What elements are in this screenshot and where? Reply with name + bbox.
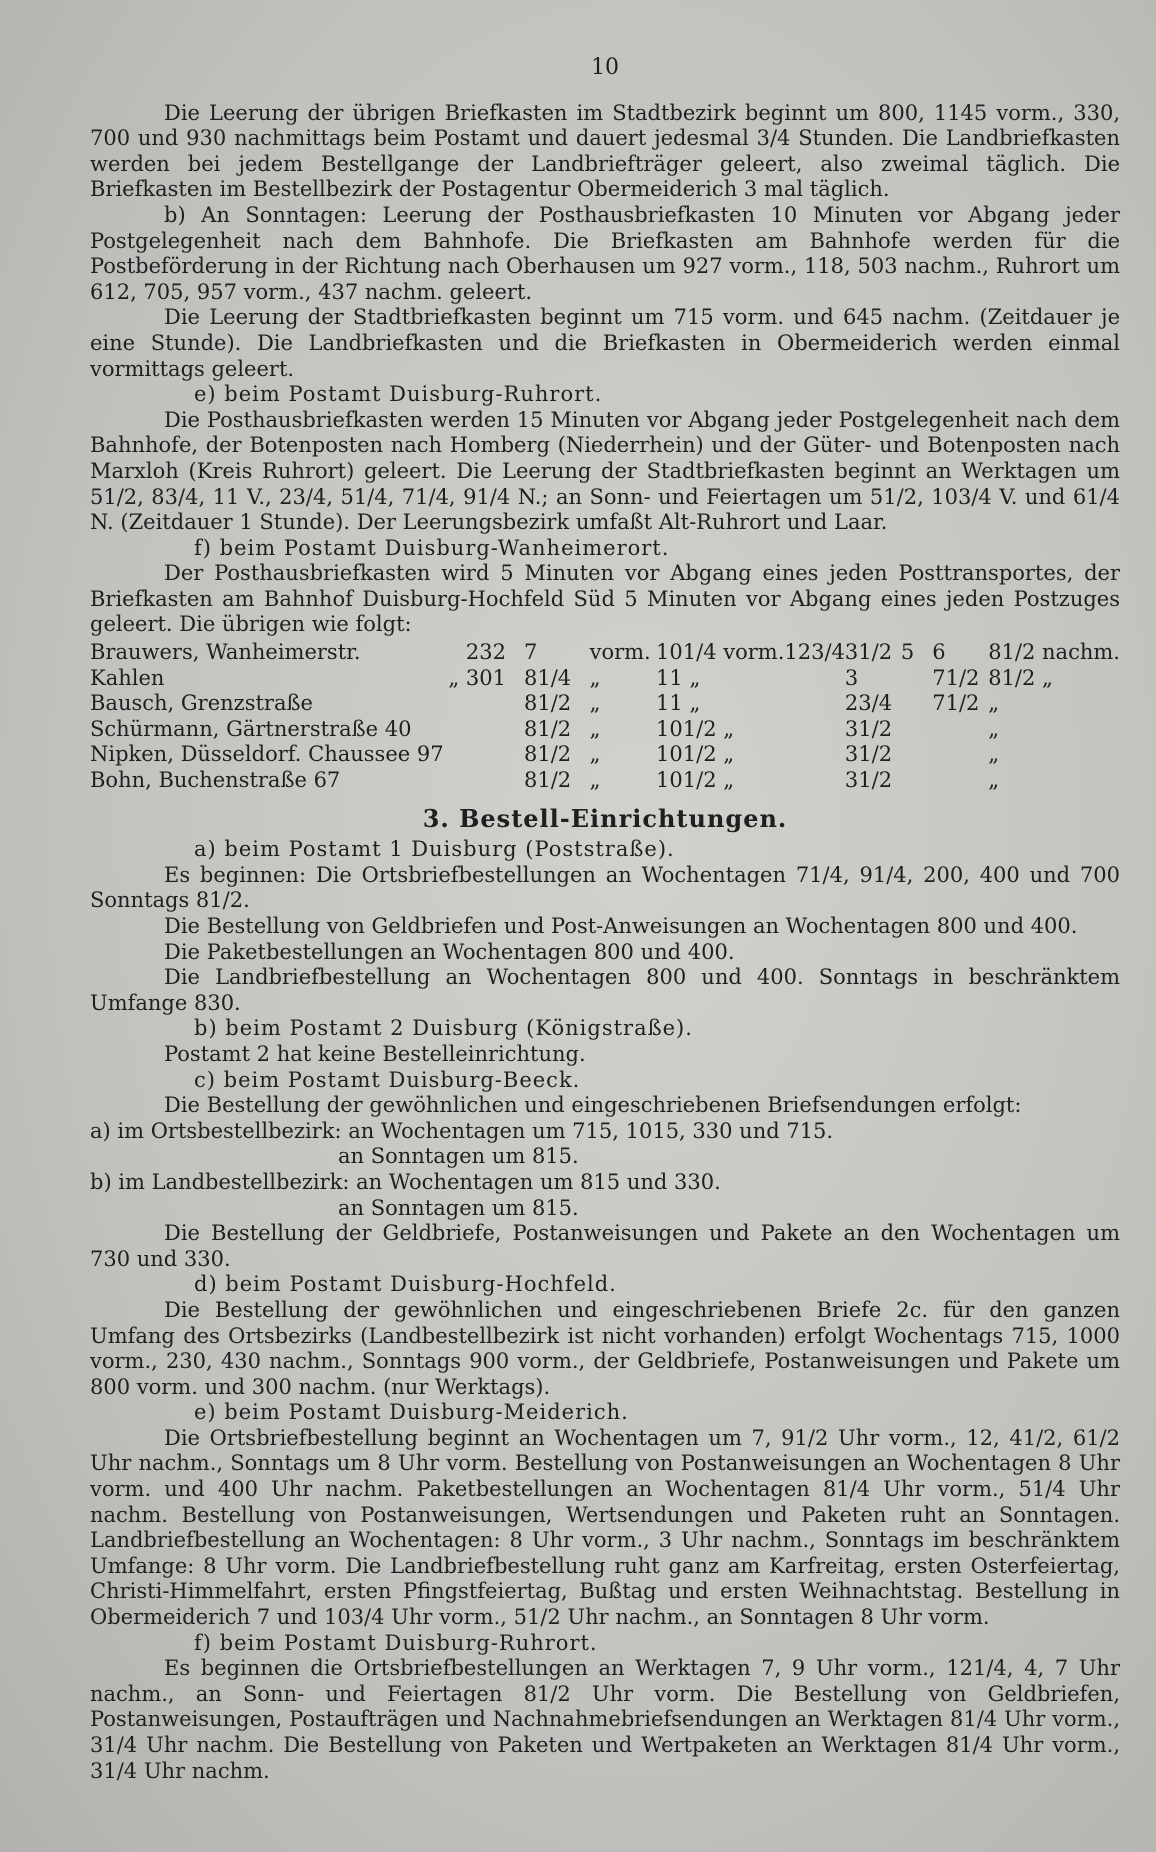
table-row bbox=[90, 717, 1120, 743]
table-cell: Kahlen bbox=[90, 665, 165, 690]
subheading: d) beim Postamt Duisburg-Hochfeld. bbox=[194, 1272, 617, 1297]
table-row bbox=[90, 742, 1120, 768]
subheading: a) beim Postamt 1 Duisburg (Poststraße). bbox=[194, 837, 675, 862]
paragraph: Die Paketbestellungen an Wochentagen 800 und 400. bbox=[164, 939, 735, 964]
table-cell: 101/2 „ bbox=[656, 716, 735, 741]
subheading: e) beim Postamt Duisburg-Ruhrort. bbox=[194, 382, 603, 407]
page-content bbox=[90, 55, 1120, 1784]
table-cell: 71/2 bbox=[932, 665, 980, 690]
paragraph: Es beginnen die Ortsbriefbestellungen an Werktagen 7, 9 Uhr vorm., 121/4, 4, 7 Uhr nachm., an Sonn- und Feiertagen 81/2 Uhr vorm. Die Bestellung von Geldbriefen, Postanweisungen, Postaufträgen und Nachnahmebriefsendungen an Werktagen 81/4 Uhr vorm., 31/4 Uhr nachm. Die Bestellung von Paketen und Wertpaketen an Werktagen 81/4 Uhr vorm., 31/4 Uhr nachm. bbox=[90, 1656, 1120, 1783]
table-cell bbox=[932, 768, 988, 794]
table-cell bbox=[784, 742, 845, 768]
table-cell: 81/2 „ bbox=[988, 665, 1053, 690]
subheading: c) beim Postamt Duisburg-Beeck. bbox=[194, 1067, 581, 1092]
table-cell bbox=[444, 742, 524, 768]
table-cell: 101/4 vorm. bbox=[656, 640, 785, 665]
section-title: 3. Bestell-Einrichtungen. bbox=[422, 803, 788, 833]
table-cell bbox=[932, 717, 988, 743]
table-cell: „ 301 bbox=[448, 665, 506, 690]
list-item: an Sonntagen um 815. bbox=[338, 1195, 579, 1220]
list-item: a) im Ortsbestellbezirk: an Wochentagen um 715, 1015, 330 und 715. bbox=[90, 1118, 834, 1143]
table-cell: 5 bbox=[900, 640, 915, 665]
paragraph: Es beginnen: Die Ortsbriefbestellungen an Wochentagen 71/4, 91/4, 200, 400 und 700 Sonntags 81/2. bbox=[90, 862, 1120, 913]
table-cell: Nipken, Düsseldorf. Chaussee 97 bbox=[90, 742, 444, 767]
table-cell bbox=[901, 768, 932, 794]
paragraph: b) An Sonntagen: Leerung der Posthausbriefkasten 10 Minuten vor Abgang jeder Postgelegenheit nach dem Bahnhofe. Die Briefkasten am Bahnhofe werden für die Postbeförderung in der Richtung nach Oberhausen um 927 vorm., 118, 503 nachm., Ruhrort um 612, 705, 957 vorm., 437 nachm. geleert. bbox=[90, 202, 1120, 304]
table-cell bbox=[901, 742, 932, 768]
paragraph: Die Ortsbriefbestellung beginnt an Wochentagen um 7, 91/2 Uhr vorm., 12, 41/2, 61/2 Uhr nachm., Sonntags um 8 Uhr vorm. Bestellung von Postanweisungen an Wochentagen 8 Uhr vorm. und 400 Uhr nachm. Paketbestellungen an Wochentagen 81/4 Uhr vorm., 51/4 Uhr nachm. Bestellung von Postanweisungen, Wertsendungen und Paketen ruht an Sonntagen. Landbriefbestellung an Wochentagen: 8 Uhr vorm., 3 Uhr nachm., Sonntags im beschränktem Umfange: 8 Uhr vorm. Die Landbriefbestellung ruht ganz am Karfreitag, ersten Osterfeiertag, Christi-Himmelfahrt, ersten Pfingstfeiertag, Bußtag und ersten Weihnachtstag. Bestellung in Obermeiderich 7 und 103/4 Uhr vorm., 51/2 Uhr nachm., an Sonntagen 8 Uhr vorm. bbox=[90, 1425, 1120, 1630]
table-cell: 71/2 bbox=[932, 691, 980, 716]
table-cell: Bohn, Buchenstraße 67 bbox=[90, 768, 341, 793]
table-cell bbox=[784, 666, 845, 692]
table-cell: „ bbox=[988, 768, 1000, 793]
table-cell: „ bbox=[988, 691, 1000, 716]
paragraph: Die Leerung der übrigen Briefkasten im Stadtbezirk beginnt um 800, 1145 vorm., 330, 700 und 930 nachmittags beim Postamt und dauert jedesmal 3/4 Stunden. Die Landbriefkasten werden bei jedem Bestellgange der Landbriefträger geleert, also zweimal täglich. Die Briefkasten im Bestellbezirk der Postagentur Obermeiderich 3 mal täglich. bbox=[90, 100, 1120, 202]
paragraph: Die Bestellung der gewöhnlichen und eingeschriebenen Briefsendungen erfolgt: bbox=[164, 1093, 1022, 1118]
table-cell: „ bbox=[589, 716, 601, 741]
paragraph: Die Bestellung von Geldbriefen und Post-Anweisungen an Wochentagen 800 und 400. bbox=[164, 914, 1078, 938]
subheading: f) beim Postamt Duisburg-Ruhrort. bbox=[194, 1630, 598, 1655]
table-cell: 3 bbox=[844, 665, 859, 690]
table-cell: Schürmann, Gärtnerstraße 40 bbox=[90, 716, 412, 741]
subheading: e) beim Postamt Duisburg-Meiderich. bbox=[194, 1400, 629, 1425]
table-cell bbox=[901, 717, 932, 743]
table-cell: 101/2 „ bbox=[656, 742, 735, 767]
table-cell: Brauwers, Wanheimerstr. bbox=[90, 640, 361, 665]
table-cell: „ bbox=[589, 665, 601, 690]
table-cell: 232 bbox=[465, 640, 506, 665]
table-cell: 11 „ bbox=[656, 691, 701, 716]
table-cell: „ bbox=[589, 742, 601, 767]
paragraph: Die Posthausbriefkasten werden 15 Minuten vor Abgang jeder Postgelegenheit nach dem Bahnhofe, der Botenposten nach Homberg (Niederrhein) und der Güter- und Botenposten nach Marxloh (Kreis Ruhrort) geleert. Die Leerung der Stadtbriefkasten beginnt an Werktagen um 51/2, 83/4, 11 V., 23/4, 51/4, 71/4, 91/4 N.; an Sonn- und Feiertagen um 51/2, 103/4 V. und 61/4 N. (Zeitdauer 1 Stunde). Der Leerungsbezirk umfaßt Alt-Ruhrort und Laar. bbox=[90, 407, 1120, 535]
table-cell bbox=[784, 717, 845, 743]
paragraph: Postamt 2 hat keine Bestelleinrichtung. bbox=[164, 1041, 586, 1066]
table-cell: Bausch, Grenzstraße bbox=[90, 691, 313, 716]
table-cell: 81/2 bbox=[523, 691, 572, 716]
subheading: f) beim Postamt Duisburg-Wanheimerort. bbox=[194, 535, 670, 560]
table-cell bbox=[901, 666, 932, 692]
table-cell: 31/2 bbox=[844, 742, 893, 767]
table-cell bbox=[444, 768, 524, 794]
table-cell: 31/2 bbox=[844, 716, 893, 741]
paragraph: Die Leerung der Stadtbriefkasten beginnt um 715 vorm. und 645 nachm. (Zeitdauer je eine Stunde). Die Landbriefkasten und die Briefkasten in Obermeiderich werden einmal vormittags geleert. bbox=[90, 305, 1120, 381]
table-cell bbox=[444, 691, 524, 717]
table-cell: „ bbox=[589, 691, 601, 716]
list-item: b) im Landbestellbezirk: an Wochentagen um 815 und 330. bbox=[90, 1169, 721, 1194]
table-row bbox=[90, 640, 1120, 666]
table-cell: 81/2 bbox=[523, 716, 572, 741]
subheading: b) beim Postamt 2 Duisburg (Königstraße). bbox=[194, 1016, 693, 1041]
table-cell bbox=[444, 717, 524, 743]
table-cell bbox=[784, 691, 845, 717]
list-item: an Sonntagen um 815. bbox=[338, 1144, 579, 1169]
table-cell: „ bbox=[988, 716, 1000, 741]
table-cell: 31/2 bbox=[844, 768, 893, 793]
table-cell: 101/2 „ bbox=[656, 768, 735, 793]
paragraph: Der Posthausbriefkasten wird 5 Minuten vor Abgang eines jeden Posttransportes, der Briefkasten am Bahnhof Duisburg-Hochfeld Süd 5 Minuten vor Abgang eines jeden Postzuges geleert. Die übrigen wie folgt: bbox=[90, 561, 1120, 637]
table-cell: 81/2 bbox=[523, 742, 572, 767]
paragraph: Die Landbriefbestellung an Wochentagen 800 und 400. Sonntags in beschränktem Umfange 830. bbox=[90, 965, 1120, 1015]
table-cell bbox=[932, 742, 988, 768]
table-cell: „ bbox=[589, 768, 601, 793]
table-row bbox=[90, 666, 1120, 692]
page-number: 10 bbox=[591, 55, 619, 80]
table-cell: vorm. bbox=[589, 640, 651, 665]
table-cell: 7 bbox=[523, 640, 538, 665]
table-row bbox=[90, 768, 1120, 794]
table-cell: 123/4 bbox=[784, 640, 845, 665]
table-cell: 81/4 bbox=[523, 665, 572, 690]
table-cell: 81/2 nachm. bbox=[988, 640, 1120, 665]
table-cell: „ bbox=[988, 742, 1000, 767]
paragraph: Die Bestellung der gewöhnlichen und eingeschriebenen Briefe 2c. für den ganzen Umfang des Ortsbezirks (Landbestellbezirk ist nicht vorhanden) erfolgt Wochentags 715, 1000 vorm., 230, 430 nachm., Sonntags 900 vorm., der Geldbriefe, Postanweisungen und Pakete um 800 vorm. und 300 nachm. (nur Werktags). bbox=[90, 1297, 1120, 1399]
table-cell: 81/2 bbox=[523, 768, 572, 793]
table-row bbox=[90, 691, 1120, 717]
table-cell: 23/4 bbox=[844, 691, 893, 716]
table-cell bbox=[901, 691, 932, 717]
table-cell bbox=[784, 768, 845, 794]
collection-schedule-table bbox=[90, 640, 1120, 794]
table-cell: 31/2 bbox=[844, 640, 893, 665]
table-cell: 6 bbox=[932, 640, 946, 665]
paragraph: Die Bestellung der Geldbriefe, Postanweisungen und Pakete an den Wochentagen um 730 und 330. bbox=[90, 1221, 1120, 1271]
table-cell: 11 „ bbox=[656, 665, 701, 690]
